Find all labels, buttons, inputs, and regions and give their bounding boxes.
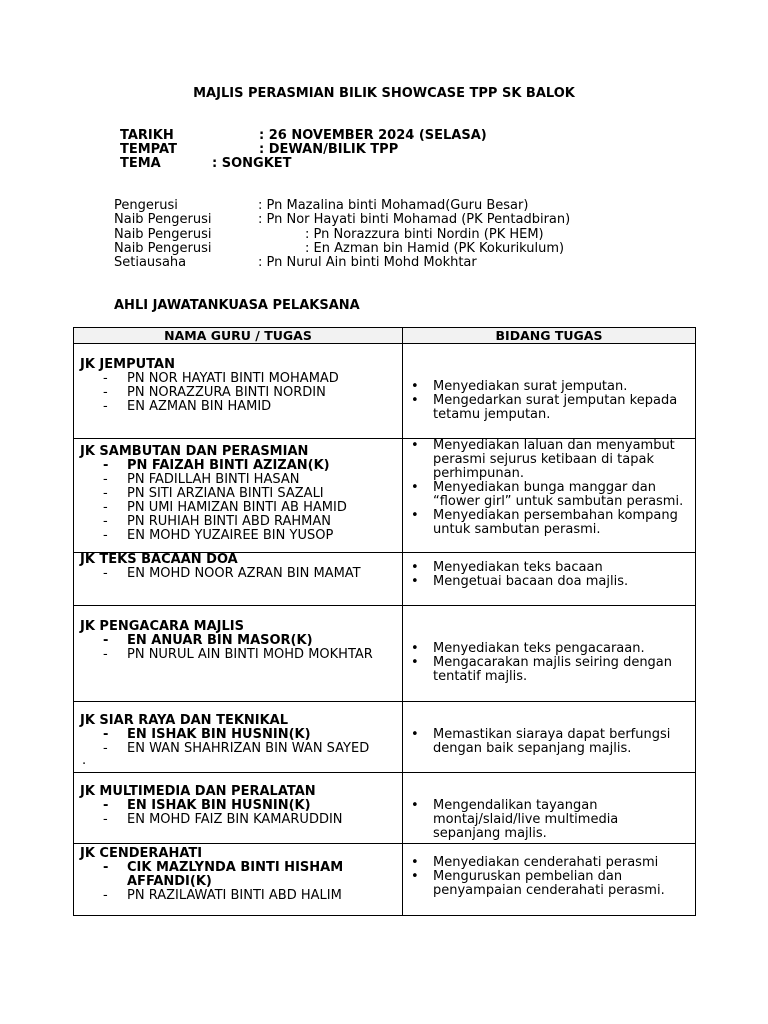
bullet-marker: • <box>411 655 419 670</box>
team-title: JK JEMPUTAN <box>80 357 175 372</box>
team-leader: - EN ISHAK BIN HUSNIN(K) <box>103 727 311 742</box>
task-item: • Mengetuai bacaan doa majlis. <box>411 574 629 589</box>
team-member: - PN NOR HAYATI BINTI MOHAMAD <box>103 371 339 386</box>
team-member: - PN SITI ARZIANA BINTI SAZALI <box>103 486 324 501</box>
column-header: BIDANG TUGAS <box>403 328 696 344</box>
task-item: • Mengedarkan surat jemputan kepada tetamu jemputan. <box>411 393 678 422</box>
event-info <box>120 129 620 173</box>
task-item: • Menyediakan persembahan kompang untuk sambutan perasmi. <box>411 508 678 537</box>
task-list <box>407 642 687 684</box>
committee-name: : En Azman bin Hamid (PK Kokurikulum) <box>305 240 565 256</box>
table-row <box>74 344 696 439</box>
bullet-marker: • <box>411 855 419 870</box>
team-member: - EN MOHD NOOR AZRAN BIN MAMAT <box>103 566 361 581</box>
team-leader: - PN FAIZAH BINTI AZIZAN(K) <box>103 458 330 473</box>
team-title: JK CENDERAHATI <box>80 846 203 861</box>
team-cell <box>74 606 403 702</box>
committee-role: Pengerusi <box>114 198 178 213</box>
task-item: • Menguruskan pembelian dan penyampaian cenderahati perasmi. <box>411 869 665 898</box>
team-cell <box>74 439 403 553</box>
dash-marker: - <box>103 458 109 473</box>
committee-role: Naib Pengerusi <box>114 212 212 228</box>
info-row-venue <box>120 143 620 157</box>
table-row <box>74 773 696 844</box>
info-row-theme <box>120 157 620 171</box>
committee-name: : Pn Nurul Ain binti Mohd Mokhtar <box>258 255 477 271</box>
team-title: JK PENGACARA MAJLIS <box>80 619 244 634</box>
team-title: JK TEKS BACAAN DOA <box>80 552 238 567</box>
team-cell <box>74 702 403 773</box>
info-row-date <box>120 129 620 143</box>
task-cell <box>403 702 696 773</box>
dash-marker: - <box>103 528 108 543</box>
team-title: JK MULTIMEDIA DAN PERALATAN <box>80 784 316 799</box>
bullet-marker: • <box>411 727 419 742</box>
task-cell <box>403 844 696 916</box>
task-item: • Menyediakan surat jemputan. <box>411 379 628 394</box>
team-member: - PN NORAZZURA BINTI NORDIN <box>103 385 326 400</box>
bullet-marker: • <box>411 393 419 408</box>
dash-marker: - <box>103 633 109 648</box>
task-list <box>407 439 687 537</box>
team-member: - PN UMI HAMIZAN BINTI AB HAMID <box>103 500 347 515</box>
task-item: • Menyediakan teks pengacaraan. <box>411 641 645 656</box>
task-cell <box>403 344 696 439</box>
info-label: TEMPAT <box>120 142 177 157</box>
team-member: - EN MOHD FAIZ BIN KAMARUDDIN <box>103 812 343 827</box>
team-member: - PN FADILLAH BINTI HASAN <box>103 472 300 487</box>
dash-marker: - <box>103 385 108 400</box>
team-member: - EN WAN SHAHRIZAN BIN WAN SAYED <box>103 741 370 756</box>
dash-marker: - <box>103 472 108 487</box>
committee-name: : Pn Mazalina binti Mohamad(Guru Besar) <box>258 198 529 213</box>
task-list <box>407 380 687 422</box>
task-item: • Mengacarakan majlis seiring dengan tentatif majlis. <box>411 655 673 684</box>
task-item: • Menyediakan laluan dan menyambut perasmi sejurus ketibaan di tapak perhimpunan. <box>411 438 675 481</box>
task-cell <box>403 553 696 606</box>
committee-role: Setiausaha <box>114 255 187 271</box>
bullet-marker: • <box>411 379 419 394</box>
team-title: JK SAMBUTAN DAN PERASMIAN <box>80 444 309 459</box>
document-title: MAJLIS PERASMIAN BILIK SHOWCASE TPP SK BALOK <box>193 86 575 101</box>
team-member: - EN MOHD YUZAIREE BIN YUSOP <box>103 528 334 543</box>
task-item: • Menyediakan teks bacaan <box>411 560 603 575</box>
dash-marker: - <box>103 371 108 386</box>
team-leader: - EN ISHAK BIN HUSNIN(K) <box>103 798 311 813</box>
table-row <box>74 439 696 553</box>
team-member: - PN RUHIAH BINTI ABD RAHMAN <box>103 514 332 529</box>
dash-marker: - <box>103 860 109 875</box>
task-cell <box>403 439 696 553</box>
task-list <box>407 799 687 841</box>
task-cell <box>403 773 696 844</box>
info-value: : DEWAN/BILIK TPP <box>259 142 399 157</box>
task-list <box>407 728 687 756</box>
dash-marker: - <box>103 399 108 414</box>
dash-marker: - <box>103 514 108 529</box>
table-row <box>74 702 696 773</box>
committee-role: Naib Pengerusi <box>114 240 212 256</box>
table-header-row <box>74 328 696 344</box>
section-title: AHLI JAWATANKUASA PELAKSANA <box>114 298 360 313</box>
task-item: • Mengendalikan tayangan montaj/slaid/live multimedia sepanjang majlis. <box>411 798 619 841</box>
bullet-marker: • <box>411 508 419 523</box>
team-title: JK SIAR RAYA DAN TEKNIKAL <box>80 713 289 728</box>
dash-marker: - <box>103 727 109 742</box>
task-item: • Menyediakan cenderahati perasmi <box>411 855 659 870</box>
task-list <box>407 856 687 898</box>
task-cell <box>403 606 696 702</box>
dash-marker: - <box>103 566 108 581</box>
committee-role: Naib Pengerusi <box>114 226 212 242</box>
column-header: NAMA GURU / TUGAS <box>74 328 403 344</box>
stray-mark: . <box>82 753 87 768</box>
task-item: • Memastikan siaraya dapat berfungsi dengan baik sepanjang majlis. <box>411 727 671 756</box>
info-value: : 26 NOVEMBER 2024 (SELASA) <box>259 128 487 143</box>
team-leader: - EN ANUAR BIN MASOR(K) <box>103 633 313 648</box>
dash-marker: - <box>103 647 108 662</box>
team-leader: - CIK MAZLYNDA BINTI HISHAM AFFANDI(K) <box>103 860 344 889</box>
team-member: - PN NURUL AIN BINTI MOHD MOKHTAR <box>103 647 373 662</box>
team-cell <box>74 553 403 606</box>
info-label: TARIKH <box>120 128 174 143</box>
bullet-marker: • <box>411 869 419 884</box>
bullet-marker: • <box>411 438 419 453</box>
task-list <box>407 561 687 589</box>
info-label: TEMA <box>120 156 161 171</box>
bullet-marker: • <box>411 574 419 589</box>
info-value: : SONGKET <box>212 156 292 171</box>
dash-marker: - <box>103 486 108 501</box>
team-cell <box>74 844 403 916</box>
dash-marker: - <box>103 798 109 813</box>
bullet-marker: • <box>411 480 419 495</box>
dash-marker: - <box>103 741 108 756</box>
dash-marker: - <box>103 812 108 827</box>
table-row <box>74 844 696 916</box>
team-cell <box>74 344 403 439</box>
committee-table <box>73 327 696 916</box>
task-item: • Menyediakan bunga manggar dan “flower girl” untuk sambutan perasmi. <box>411 480 684 509</box>
committee-name: : Pn Nor Hayati binti Mohamad (PK Pentadbiran) <box>258 212 571 228</box>
bullet-marker: • <box>411 798 419 813</box>
dash-marker: - <box>103 500 108 515</box>
dash-marker: - <box>103 888 108 903</box>
team-cell <box>74 773 403 844</box>
team-member: - PN RAZILAWATI BINTI ABD HALIM <box>103 888 342 903</box>
committee-name: : Pn Norazzura binti Nordin (PK HEM) <box>305 226 544 242</box>
table-row <box>74 606 696 702</box>
team-member: - EN AZMAN BIN HAMID <box>103 399 272 414</box>
bullet-marker: • <box>411 641 419 656</box>
bullet-marker: • <box>411 560 419 575</box>
table-row <box>74 553 696 606</box>
